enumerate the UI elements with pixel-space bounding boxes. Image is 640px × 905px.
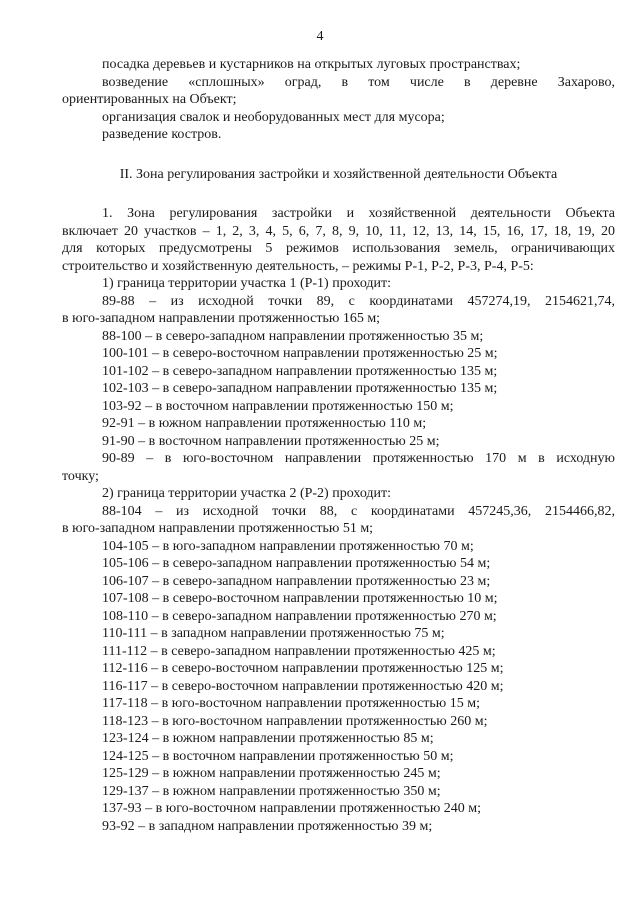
boundary-segment: 107-108 – в северо-восточном направлении протяженностью 10 м;	[102, 591, 498, 606]
boundary-segment: 116-117 – в северо-восточном направлении протяженностью 420 м;	[102, 678, 504, 694]
boundary-segment: 104-105 – в юго-западном направлении протяженностью 70 м;	[102, 538, 474, 554]
boundary-segment: 125-129 – в южном направлении протяженностью 245 м;	[102, 766, 441, 781]
section-heading: II. Зона регулирования застройки и хозяйственной деятельности Объекта	[119, 166, 558, 182]
boundary-segment: 124-125 – в восточном направлении протяженностью 50 м;	[102, 748, 454, 764]
intro-line: разведение костров.	[102, 127, 222, 142]
boundary-segment: 108-110 – в северо-западном направлении протяженностью 270 м;	[102, 608, 497, 624]
plot-title: 1) граница территории участка 1 (Р-1) проходит:	[102, 276, 392, 291]
boundary-segment: 118-123 – в юго-восточном направлении протяженностью 260 м;	[102, 713, 488, 729]
boundary-segment: 111-112 – в северо-западном направлении протяженностью 425 м;	[102, 643, 496, 659]
plot-first-line-cont: в юго-западном направлении протяженностью 165 м;	[62, 311, 381, 326]
boundary-segment: 88-100 – в северо-западном направлении протяженностью 35 м;	[102, 328, 484, 344]
boundary-segment: 91-90 – в восточном направлении протяженностью 25 м;	[102, 433, 440, 449]
plot-first-line: 88-104 – из исходной точки 88, с координатами 457245,36, 2154466,82,	[102, 503, 615, 519]
section-paragraph-line: для которых предусмотрены 5 режимов использования земель, ограничивающих	[62, 241, 615, 256]
intro-line: посадка деревьев и кустарников на открытых луговых пространствах;	[102, 57, 521, 72]
boundary-segment: 93-92 – в западном направлении протяженностью 39 м;	[102, 818, 433, 834]
section-paragraph-line: 1. Зона регулирования застройки и хозяйственной деятельности Объекта	[102, 206, 615, 221]
boundary-segment: 100-101 – в северо-восточном направлении протяженностью 25 м;	[102, 346, 498, 361]
plot-last-line-cont: точку;	[62, 468, 99, 484]
boundary-segment: 106-107 – в северо-западном направлении протяженностью 23 м;	[102, 573, 491, 589]
section-paragraph-line: строительство и хозяйственную деятельность, – режимы Р-1, Р-2, Р-3, Р-4, Р-5:	[62, 258, 534, 274]
plot-title: 2) граница территории участка 2 (Р-2) проходит:	[102, 486, 392, 501]
boundary-segment: 110-111 – в западном направлении протяженностью 75 м;	[102, 626, 445, 641]
page-number: 4	[316, 29, 324, 44]
boundary-segment: 103-92 – в восточном направлении протяженностью 150 м;	[102, 398, 454, 414]
boundary-segment: 123-124 – в южном направлении протяженностью 85 м;	[102, 731, 434, 746]
plot-first-line: 89-88 – из исходной точки 89, с координатами 457274,19, 2154621,74,	[102, 293, 615, 309]
plot-last-line: 90-89 – в юго-восточном направлении протяженностью 170 м в исходную	[102, 451, 615, 466]
intro-line: организация свалок и необорудованных мест для мусора;	[102, 109, 445, 125]
boundary-segment: 137-93 – в юго-восточном направлении протяженностью 240 м;	[102, 801, 482, 816]
boundary-segment: 92-91 – в южном направлении протяженностью 110 м;	[102, 416, 427, 431]
boundary-segment: 102-103 – в северо-западном направлении протяженностью 135 м;	[102, 381, 498, 396]
boundary-segment: 129-137 – в южном направлении протяженностью 350 м;	[102, 783, 441, 799]
section-paragraph-line: включает 20 участков – 1, 2, 3, 4, 5, 6, 7, 8, 9, 10, 11, 12, 13, 14, 15, 16, 17, 18, 19, 20	[62, 223, 615, 239]
boundary-segment: 105-106 – в северо-западном направлении протяженностью 54 м;	[102, 556, 491, 571]
boundary-segment: 112-116 – в северо-восточном направлении протяженностью 125 м;	[102, 661, 504, 676]
plot-first-line-cont: в юго-западном направлении протяженностью 51 м;	[62, 521, 374, 536]
page-content	[62, 56, 615, 835]
intro-line: возведение «сплошных» оград, в том числе в деревне Захарово,	[102, 74, 615, 90]
plot1-segment-list	[62, 328, 615, 451]
plot2-segment-list	[62, 538, 615, 836]
intro-line: ориентированных на Объект;	[62, 92, 237, 107]
boundary-segment: 117-118 – в юго-восточном направлении протяженностью 15 м;	[102, 696, 480, 711]
boundary-segment: 101-102 – в северо-западном направлении протяженностью 135 м;	[102, 363, 498, 379]
